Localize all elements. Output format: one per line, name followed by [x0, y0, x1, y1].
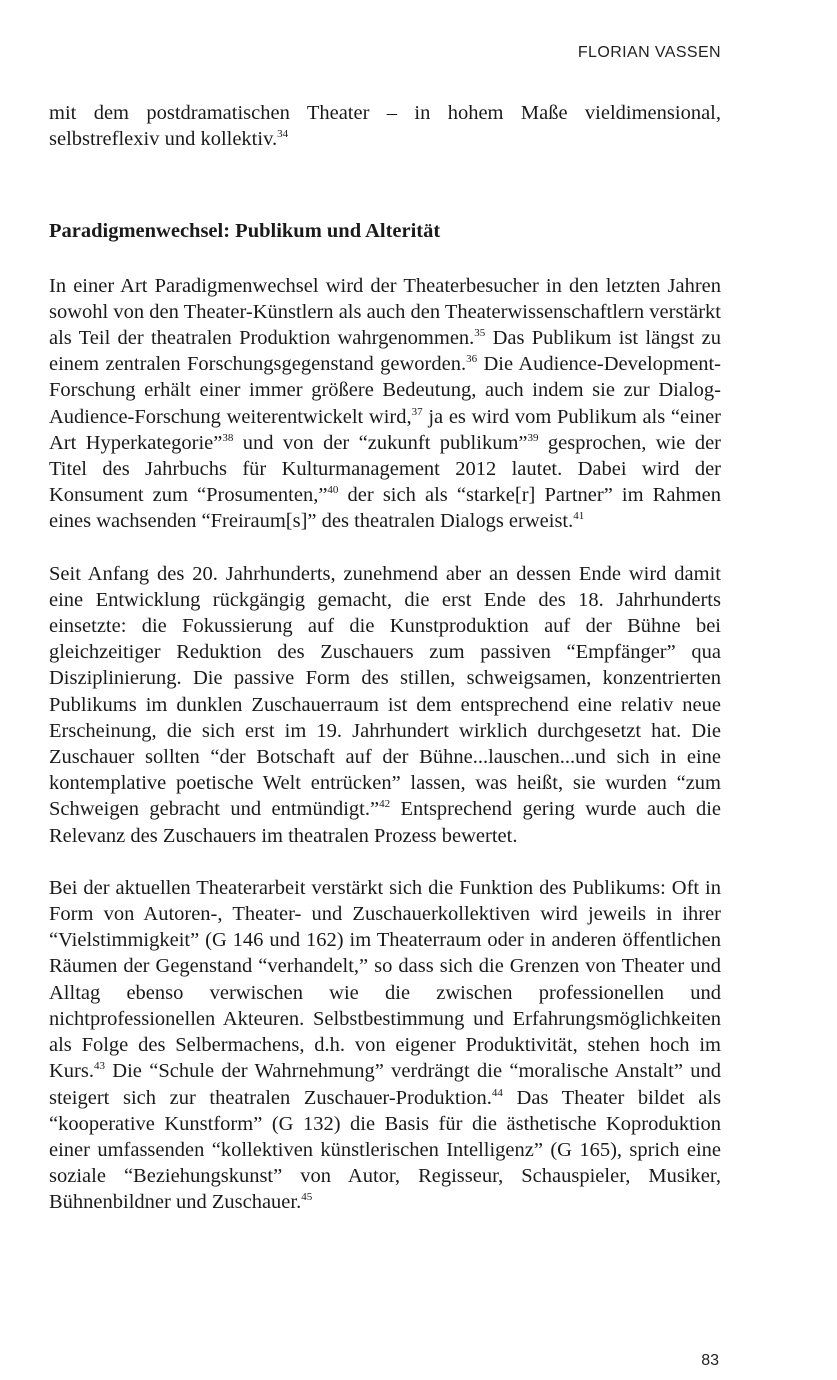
footnote-marker[interactable]: 41 [573, 510, 585, 523]
footnote-marker[interactable]: 45 [301, 1191, 313, 1204]
paragraph-text: Das Publikum ist längst zu einem zentralen Forschungsgegenstand geworden. [49, 327, 721, 376]
paragraph-text: Bei der aktuellen Theaterarbeit verstärkt sich die Funktion des Publikums: Oft in Form von Autoren-, Theater- und Zuschauerkollektiven wird jeweils in ihrer “Vielstimmigkeit” (G 146 und 162) im Theaterraum oder in anderen öffentlichen Räumen der Gegenstand “verhandelt,” so dass sich die Grenzen von Theater und Alltag ebenso verwischen wie die zwischen professionellen und nichtprofessionellen Akteuren. Selbstbestimmung und Erfahrungsmöglichkeiten als Folge des Selbermachens, d.h. von eigener Produktivität, stehen hoch im Kurs. [49, 876, 721, 1083]
paragraph-text: Die “Schule der Wahrnehmung” verdrängt die “moralische Anstalt” und steigert sich zur theatralen Zuschauer-Produktion. [49, 1060, 721, 1109]
footnote-marker[interactable]: 42 [379, 798, 391, 811]
footnote-marker[interactable]: 34 [277, 128, 289, 141]
page-number: 83 [701, 1352, 719, 1369]
paragraph-text: Die Audience-Development-Forschung erhält einer immer größere Bedeutung, auch indem sie zur Dialog-Audience-Forschung weiterentwickelt wird, [49, 353, 721, 428]
running-head: FLORIAN VASSEN [577, 44, 721, 61]
intro-paragraph [49, 100, 721, 152]
paragraph-text: und von der “zukunft publikum” [233, 431, 528, 454]
paragraph-text: der sich als “starke[r] Partner” im Rahmen eines wachsenden “Freiraum[s]” des theatralen Dialogs erweist. [49, 484, 721, 533]
paragraph-1 [49, 273, 721, 535]
paragraph-text: Seit Anfang des 20. Jahrhunderts, zunehmend aber an dessen Ende wird damit eine Entwicklung rückgängig gemacht, die erst Ende des 18. Jahrhunderts einsetzte: die Fokussierung auf die Kunstproduktion auf der Bühne bei gleichzeitiger Reduktion des Zuschauers zum passiven “Empfänger” qua Disziplinierung. Die passive Form des stillen, schweigsamen, konzentrierten Publikums im dunklen Zuschauerraum ist dem entsprechend eine relativ neue Erscheinung, die sich erst im 19. Jahrhundert wirklich durchgesetzt hat. Die Zuschauer sollten “der Botschaft auf der Bühne...lauschen...und sich in eine kontemplative poetische Welt entrücken” lassen, was heißt, sie wurden “zum Schweigen gebracht und entmündigt.” [49, 562, 721, 821]
paragraph-3 [49, 875, 721, 1216]
section-heading: Paradigmenwechsel: Publikum und Alterität [49, 220, 441, 243]
paragraph-2 [49, 561, 721, 849]
paragraph-text: In einer Art Paradigmenwechsel wird der Theaterbesucher in den letzten Jahren sowohl von den Theater-Künstlern als auch den Theaterwissenschaftlern verstärkt als Teil der theatralen Produktion wahrgenommen. [49, 274, 721, 350]
intro-text: mit dem postdramatischen Theater – in hohem Maße vieldimensional, selbstreflexiv und kollektiv. [49, 102, 721, 151]
footnote-marker[interactable]: 37 [411, 405, 423, 418]
footnote-marker[interactable]: 36 [466, 353, 478, 366]
page-body [49, 100, 721, 1242]
footnote-marker[interactable]: 40 [327, 484, 339, 497]
footnote-marker[interactable]: 43 [93, 1060, 105, 1073]
footnote-marker[interactable]: 39 [527, 431, 539, 444]
footnote-marker[interactable]: 35 [474, 327, 486, 340]
footnote-marker[interactable]: 38 [222, 431, 234, 444]
paragraph-text: ja es wird vom Publikum als “einer Art Hyperkategorie” [49, 405, 721, 454]
paragraph-text: Das Theater bildet als “kooperative Kunstform” (G 132) die Basis für die ästhetische Koproduktion einer umfassenden “kollektiven künstlerischen Intelligenz” (G 165), sprich eine soziale “Beziehungskunst” von Autor, Regisseur, Schauspieler, Musiker, Bühnenbildner und Zuschauer. [49, 1086, 721, 1214]
paragraph-text: gesprochen, wie der Titel des Jahrbuchs für Kulturmanagement 2012 lautet. Dabei wird der Konsument zum “Prosumenten,” [49, 431, 721, 507]
footnote-marker[interactable]: 44 [491, 1086, 503, 1099]
paragraph-text: Entsprechend gering wurde auch die Relevanz des Zuschauers im theatralen Prozess bewertet. [49, 798, 721, 847]
